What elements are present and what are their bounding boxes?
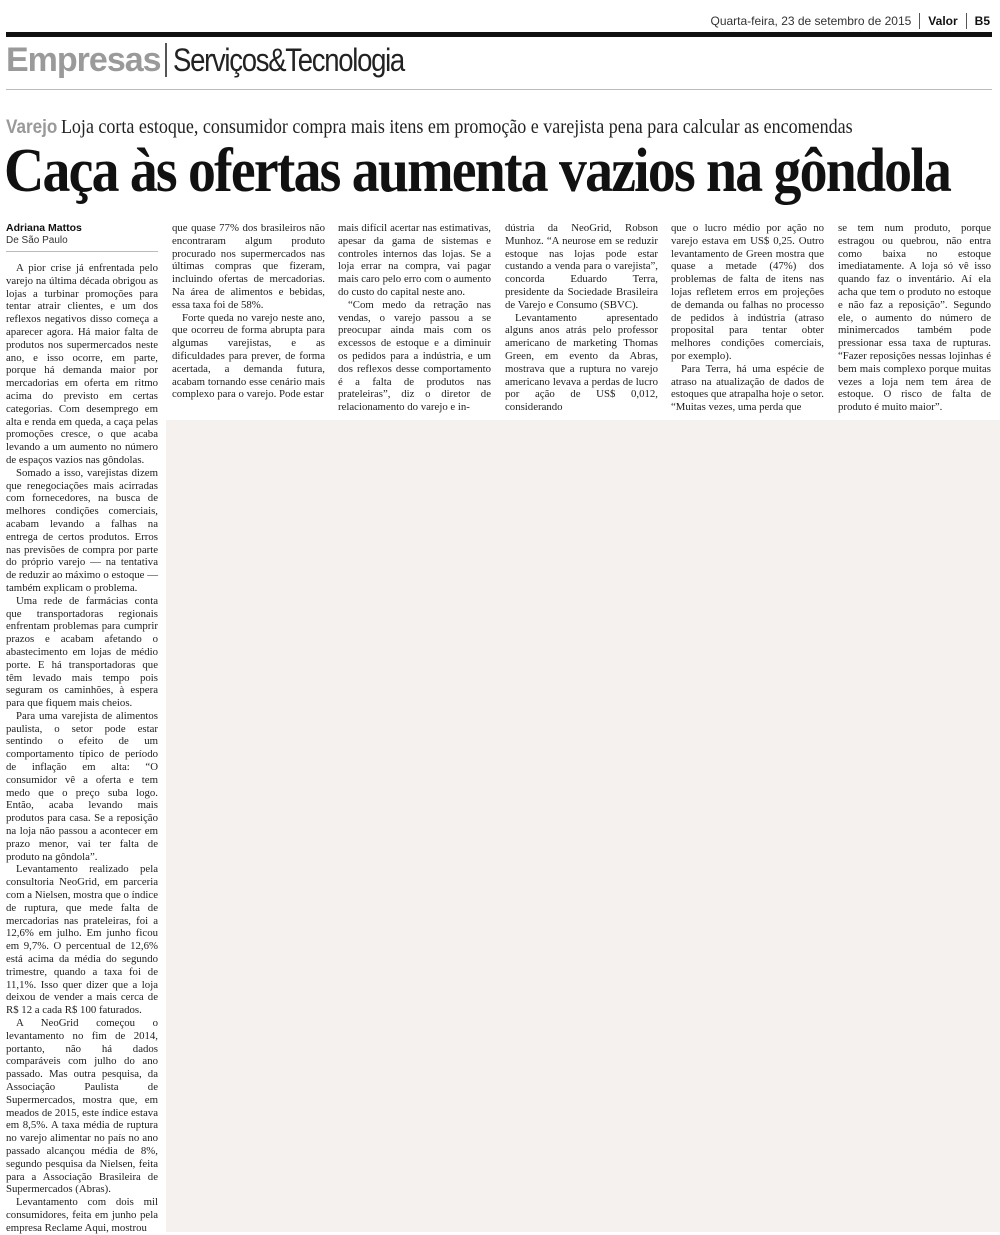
paragraph: A pior crise já enfrentada pelo varejo na última década obrigou as lojas a turbinar promoções para tentar atrair clientes, e um dos reflexos negativos disso começa a aparecer agora. Há maior falta de produtos nos supermercados neste ano, e isso ocorre, em parte, porque há demanda maior por mercadorias em oferta em ritmo acima do previsto em certas categorias. Com desemprego em alta e renda em queda, a caça pelas promoções cresce, o que acaba levando a um aumento no número de espaços vazios nas gôndolas. bbox=[6, 262, 158, 466]
author-name: Adriana Mattos bbox=[6, 222, 82, 234]
article-column-1 bbox=[6, 262, 158, 1235]
article-column-2 bbox=[172, 222, 325, 401]
section-name: Empresas bbox=[6, 40, 161, 79]
section-header bbox=[6, 40, 992, 80]
author-location: De São Paulo bbox=[6, 235, 68, 246]
subsection-name: Serviços&Tecnologia bbox=[172, 41, 404, 78]
folio-divider bbox=[919, 13, 920, 29]
byline-rule bbox=[6, 251, 158, 252]
folio-divider bbox=[966, 13, 967, 29]
paragraph: que quase 77% dos brasileiros não encontraram algum produto procurado nos supermercados nas últimas compras que fizeram, incluindo ofertas de mercadorias. Na área de alimentos e bebidas, essa taxa foi de 58%. bbox=[172, 222, 325, 311]
section-rule bbox=[6, 89, 992, 90]
paragraph: “Com medo da retração nas vendas, o varejo passou a se preocupar ainda mais com os excessos de estoque e a diminuir os pedidos para a indústria, e um dos reflexos desse comportamento é a falta de produtos nas prateleiras”, diz o diretor de relacionamento do varejo e in- bbox=[338, 298, 491, 414]
paragraph: mais difícil acertar nas estimativas, apesar da gama de sistemas e controles internos das lojas. Se a loja errar na compra, vai pagar mais caro pelo erro com o aumento do custo do capital neste ano. bbox=[338, 222, 491, 298]
byline bbox=[6, 222, 158, 246]
section-divider bbox=[165, 43, 167, 77]
article-column-5 bbox=[671, 222, 824, 414]
paragraph: Levantamento realizado pela consultoria NeoGrid, em parceria com a Nielsen, mostra que o índice de ruptura, que mede falta de mercadorias nas prateleiras, foi a 12,6% em julho. Em junho ficou em 9,7%. O percentual de 12,6% está acima da média do segundo trimestre, quando a taxa foi de 11,1%. Isso quer dizer que a loja deixou de vender a mais cerca de R$ 12 a cada R$ 100 faturados. bbox=[6, 863, 159, 1017]
paragraph: Forte queda no varejo neste ano, que ocorreu de forma abrupta para algumas varejistas, e as dificuldades para prever, de forma acertada, a demanda futura, acabam tornando esse cenário mais complexo para o varejo. Pode estar bbox=[172, 311, 325, 401]
page-folio bbox=[711, 12, 991, 30]
paragraph: se tem num produto, porque estragou ou quebrou, não entra como baixa no estoque imediatamente. A loja só vê isso quando faz o inventário. Aí ela acha que tem o produto no estoque e não faz a reposição”. Segundo ele, o aumento do número de minimercados também pode pressionar essa taxa de rupturas. “Fazer reposições nessas lojinhas é bem mais complexo porque muitas vezes a loja nem tem área de estoque. O risco de falta de produto é muito maior”. bbox=[838, 222, 991, 414]
article-column-3 bbox=[338, 222, 491, 414]
article-column-6 bbox=[838, 222, 991, 414]
ad-space bbox=[166, 420, 1000, 1232]
headline: Caça às ofertas aumenta vazios na gôndola bbox=[4, 137, 951, 205]
paragraph: Para uma varejista de alimentos paulista, o setor pode estar sentindo o efeito de um comportamento típico de período de inflação em alta: “O consumidor vê a oferta e tem medo que o preço suba logo. Então, acaba levando mais produtos para casa. Se a reposição na loja não passou a acontecer em prazo menor, vai ter falta de produto na gôndola”. bbox=[6, 709, 158, 863]
paragraph: Uma rede de farmácias conta que transportadoras regionais enfrentam problemas para cumprir prazos e acabam afetando o abastecimento em lojas de médio porte. E há transportadoras que têm levado mais tempo pois seguram os caminhões, à espera para que fiquem mais cheios. bbox=[6, 594, 158, 710]
kicker-text: Loja corta estoque, consumidor compra mais itens em promoção e varejista pena para calcular as encomendas bbox=[60, 116, 853, 138]
paragraph: Para Terra, há uma espécie de atraso na atualização de dados de estoques que atrapalha hoje o setor. “Muitas vezes, uma perda que bbox=[671, 362, 824, 414]
paragraph: Levantamento apresentado alguns anos atrás pelo professor americano de marketing Thomas Green, em evento da Abras, mostrava que a ruptura no varejo americano levava a perdas de lucro por ação de US$ 0,012, considerando bbox=[505, 311, 658, 414]
newspaper-brand: Valor bbox=[928, 14, 958, 28]
issue-date: Quarta-feira, 23 de setembro de 2015 bbox=[710, 14, 912, 28]
paragraph: Somado a isso, varejistas dizem que renegociações mais acirradas com fornecedores, na busca de melhores condições comerciais, acabam levando a falhas na entrega de certos produtos. Erros nas previsões de compra por parte do próprio varejo — na tentativa de reduzir ao máximo o estoque — também explicam o problema. bbox=[6, 466, 158, 594]
paragraph: que o lucro médio por ação no varejo estava em US$ 0,25. Outro levantamento de Green mostra que quase a metade (47%) dos problemas de falta de itens nas lojas refletem erros em projeções de demanda ou falhas no processo de pedidos à indústria (atraso proposital para tentar obter melhores condições comerciais, por exemplo). bbox=[671, 222, 824, 362]
paragraph: dústria da NeoGrid, Robson Munhoz. “A neurose em se reduzir estoque nas lojas pode estar custando a venda para o varejista”, concorda Eduardo Terra, presidente da Sociedade Brasileira de Varejo e Consumo (SBVC). bbox=[505, 222, 658, 311]
page-number: B5 bbox=[974, 14, 990, 28]
topic-tag: Varejo bbox=[6, 117, 58, 138]
article-column-4 bbox=[505, 222, 658, 414]
paragraph: Levantamento com dois mil consumidores, feita em junho pela empresa Reclame Aqui, mostrou bbox=[6, 1196, 158, 1234]
paragraph: A NeoGrid começou o levantamento no fim de 2014, portanto, não há dados comparáveis com julho do ano passado. Mas outra pesquisa, da Associação Paulista de Supermercados, mostra que, em meados de 2015, este índice estava em 8,5%. A taxa média de ruptura no varejo alimentar no país no ano passado alcançou média de 8%, segundo pesquisa da Nielsen, feita para a Associação Brasileira de Supermercados (Abras). bbox=[6, 1017, 158, 1196]
top-rule bbox=[6, 32, 992, 37]
